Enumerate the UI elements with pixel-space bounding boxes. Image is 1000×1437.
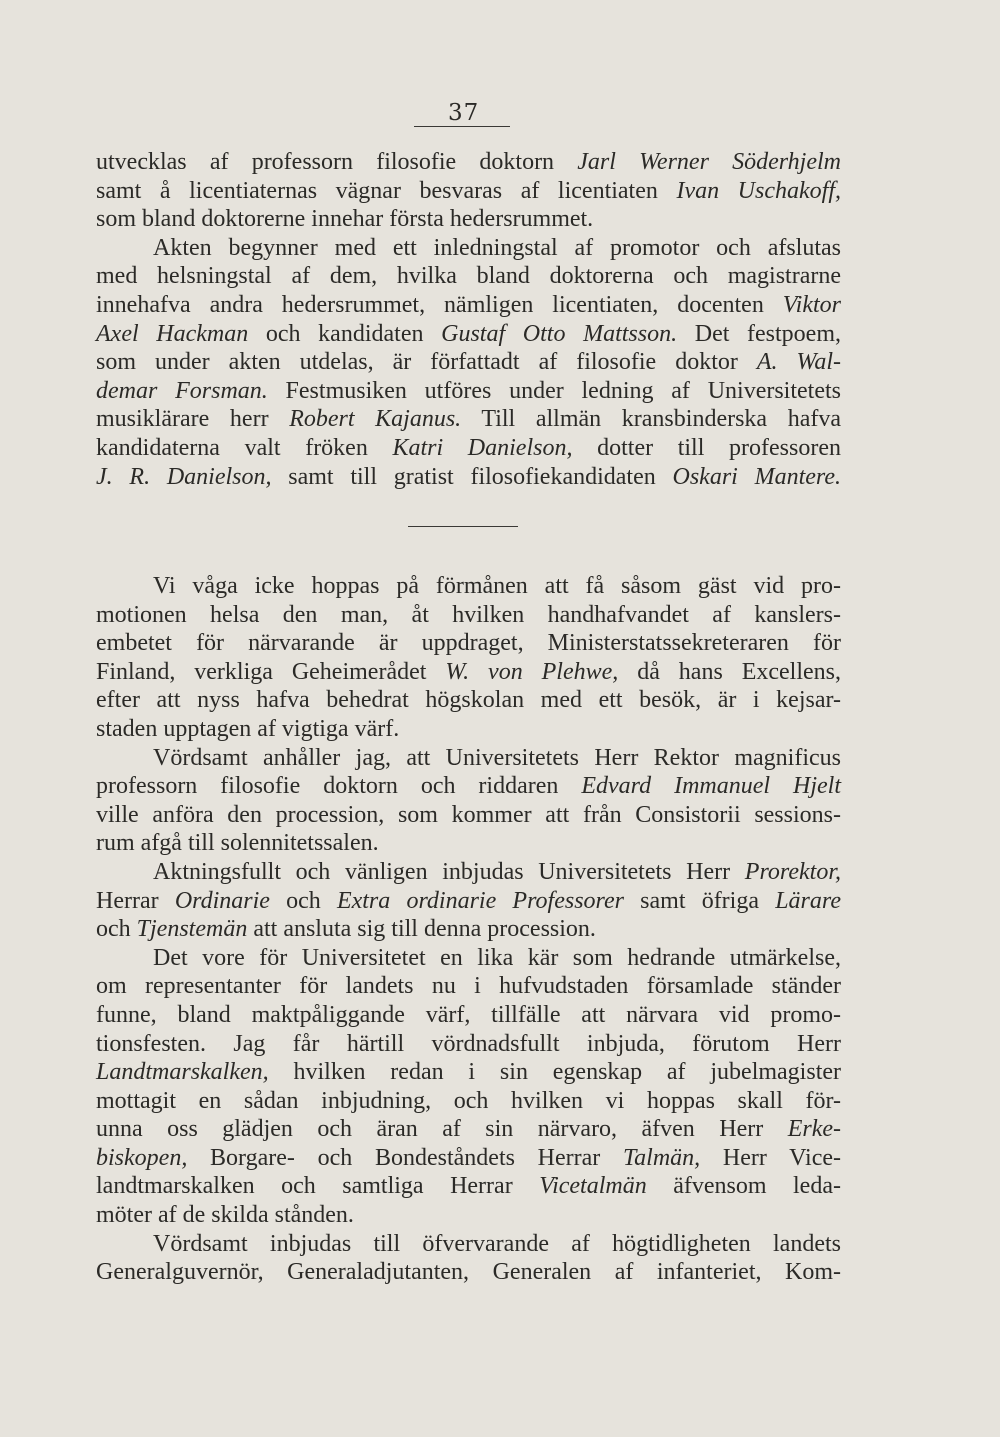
text-line <box>96 1258 841 1287</box>
italic-name: Gustaf Otto Mattsson. <box>441 320 678 347</box>
text-run: samt öfriga <box>623 887 776 914</box>
text-run: Det festpoem, <box>677 320 841 347</box>
text-run: om representanter för landets nu i hufvudstaden församlade ständer <box>96 973 841 1000</box>
text-line <box>96 601 841 630</box>
italic-name: W. von Plehwe, <box>445 658 619 685</box>
text-run: som under akten utdelas, är författadt af filosofie doktor <box>96 349 757 376</box>
text-line <box>96 1230 841 1259</box>
text-line <box>96 572 841 601</box>
text-run: Herr Vice- <box>700 1144 841 1171</box>
italic-name: Axel Hackman <box>96 320 249 347</box>
italic-name: Lärare <box>775 887 841 914</box>
text-run: Festmusiken utföres under ledning af Universitetets <box>267 377 842 404</box>
text-run: som bland doktorerne innehar första hedersrummet. <box>96 206 594 233</box>
text-run: Akten begynner med ett inledningstal af promotor och afslutas <box>153 234 841 261</box>
text-run: rum afgå till solennitetssalen. <box>96 830 379 857</box>
page-number: 37 <box>448 100 480 126</box>
text-run: kandidaterna valt fröken <box>96 434 393 461</box>
italic-name: Erke- <box>787 1116 841 1143</box>
text-line <box>96 1030 841 1059</box>
italic-name: Oskari Mantere. <box>672 463 841 490</box>
italic-name: Edvard Immanuel Hjelt <box>581 773 842 800</box>
text-line <box>96 1001 841 1030</box>
text-run: musiklärare herr <box>96 406 290 433</box>
text-run: staden upptagen af vigtiga värf. <box>96 715 400 742</box>
italic-name: Talmän, <box>623 1144 701 1171</box>
text-run: utvecklas af professorn filosofie doktorn <box>96 149 578 175</box>
text-line <box>96 715 841 744</box>
text-run: Till allmän kransbinderska hafva <box>461 406 842 433</box>
italic-name: A. Wal- <box>756 349 842 376</box>
italic-name: Katri Danielson, <box>392 434 573 461</box>
text-line <box>96 291 841 320</box>
text-line <box>96 1087 841 1116</box>
text-line <box>96 177 841 206</box>
text-run: mottagit en sådan inbjudning, och hvilken vi hoppas skall för- <box>96 1087 841 1114</box>
text-run: och <box>269 887 337 914</box>
text-line <box>96 348 841 377</box>
italic-name: Tjenstemän <box>136 916 248 943</box>
text-run: funne, bland maktpåliggande värf, tillfälle att närvara vid promo- <box>96 1001 841 1028</box>
text-line <box>96 801 841 830</box>
text-run: hvilken redan i sin egenskap af jubelmagister <box>268 1059 841 1086</box>
text-run: samt till gratist filosofiekandidaten <box>271 463 673 490</box>
text-run: efter att nyss hafva behedrat högskolan med ett besök, är i kejsar- <box>96 687 841 714</box>
text-run: dotter till professoren <box>572 434 841 461</box>
italic-name: Extra ordinarie Professorer <box>336 887 624 914</box>
text-line <box>96 915 841 944</box>
italic-name: Ivan Uschakoff, <box>676 177 841 204</box>
text-run: motionen helsa den man, åt hvilken handhafvandet af kanslers- <box>96 601 841 628</box>
paragraph-block-1 <box>96 148 841 491</box>
text-line <box>96 887 841 916</box>
text-line <box>96 744 841 773</box>
text-line <box>96 148 841 177</box>
italic-name: Landtmarskalken, <box>96 1059 269 1086</box>
italic-name: demar Forsman. <box>96 377 268 404</box>
text-line <box>96 434 841 463</box>
text-run: Aktningsfullt och vänligen inbjudas Universitetets Herr <box>153 858 745 885</box>
text-run: Finland, verkliga Geheimerådet <box>96 658 446 685</box>
text-line <box>96 1144 841 1173</box>
text-line <box>96 262 841 291</box>
text-line <box>96 686 841 715</box>
text-line <box>96 320 841 349</box>
text-line <box>96 205 841 234</box>
text-run: då hans Excellens, <box>618 658 841 685</box>
text-run: Det vore för Universitetet en lika kär som hedrande utmärkelse, <box>153 944 841 971</box>
text-run: med helsningstal af dem, hvilka bland doktorerna och magistrarne <box>96 263 841 290</box>
italic-name: Viktor <box>782 291 841 318</box>
text-line <box>96 829 841 858</box>
italic-name: Ordinarie <box>174 887 270 914</box>
text-run: innehafva andra hedersrummet, nämligen licentiaten, docenten <box>96 291 783 318</box>
text-run: Vi våga icke hoppas på förmånen att få såsom gäst vid pro- <box>153 573 841 599</box>
italic-name: Robert Kajanus. <box>289 406 462 433</box>
text-run: tionsfesten. Jag får härtill vördnadsfullt inbjuda, förutom Herr <box>96 1030 841 1057</box>
italic-name: Prorektor, <box>744 858 841 885</box>
italic-name: Vicetalmän <box>539 1173 647 1200</box>
text-run: Generalguvernör, Generaladjutanten, Generalen af infanteriet, Kom- <box>96 1259 841 1286</box>
text-run: och kandidaten <box>248 320 442 347</box>
text-line <box>96 234 841 263</box>
text-line <box>96 858 841 887</box>
text-run: Herrar <box>96 887 175 914</box>
text-line <box>96 944 841 973</box>
text-run: Borgare- och Bondeståndets Herrar <box>187 1144 624 1171</box>
text-line <box>96 658 841 687</box>
italic-name: Jarl Werner Söderhjelm <box>577 149 841 175</box>
text-run: embetet för närvarande är uppdraget, Ministerstatssekreteraren för <box>96 630 841 657</box>
text-run: ville anföra den procession, som kommer att från Consistorii sessions- <box>96 801 841 828</box>
text-line <box>96 377 841 406</box>
text-run: möter af de skilda stånden. <box>96 1202 354 1229</box>
italic-name: biskopen, <box>96 1144 188 1171</box>
text-run: unna oss glädjen och äran af sin närvaro, äfven Herr <box>96 1116 788 1143</box>
text-line <box>96 1115 841 1144</box>
text-line <box>96 1058 841 1087</box>
text-line <box>96 972 841 1001</box>
italic-name: J. R. Danielson, <box>96 463 272 490</box>
text-line <box>96 772 841 801</box>
text-run: äfvensom leda- <box>646 1173 841 1200</box>
text-run: samt å licentiaternas vägnar besvaras af licentiaten <box>96 177 677 204</box>
text-run: Vördsamt inbjudas till öfvervarande af högtidligheten landets <box>153 1230 841 1257</box>
text-line <box>96 1172 841 1201</box>
text-run: professorn filosofie doktorn och riddaren <box>96 773 582 800</box>
text-run: Vördsamt anhåller jag, att Universitetets Herr Rektor magnificus <box>153 744 841 771</box>
paragraph-block-2 <box>96 572 841 1287</box>
text-line <box>96 463 841 492</box>
section-divider <box>408 526 518 527</box>
text-run: landtmarskalken och samtliga Herrar <box>96 1173 540 1200</box>
text-line <box>96 405 841 434</box>
page-number-rule <box>414 126 510 127</box>
text-run: och <box>96 916 137 943</box>
text-line <box>96 1201 841 1230</box>
text-run: att ansluta sig till denna procession. <box>247 916 596 943</box>
text-line <box>96 629 841 658</box>
